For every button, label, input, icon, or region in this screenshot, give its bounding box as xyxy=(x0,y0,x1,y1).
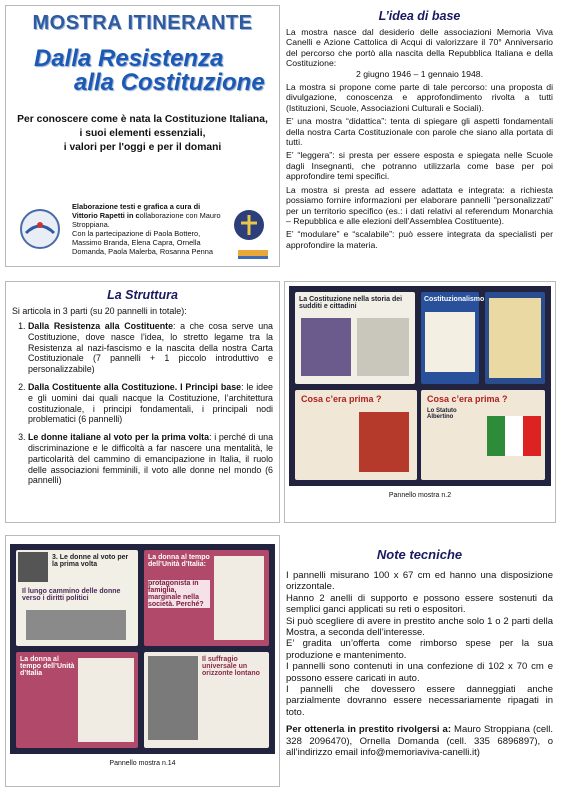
exhibition-title xyxy=(14,47,271,95)
tile-costituzionalismo-label: Costituzionalismo xyxy=(424,296,485,303)
azione-cattolica-logo-icon xyxy=(234,210,264,240)
tile-prima-1-label: Cosa c’era prima ? xyxy=(301,394,382,404)
note-heading: Note tecniche xyxy=(376,547,463,562)
note-line-3: Si può scegliere di avere in prestito anche solo 1 o 2 parti della Mostra, a seconda dell’interesse. xyxy=(286,615,553,639)
tile-tempo-unita-label: La donna al tempo dell’Unità d’Italia xyxy=(20,656,75,677)
item-title: Dalla Costituente alla Costituzione. I Principi base xyxy=(28,381,242,392)
tile-unita xyxy=(144,550,269,646)
banner-title: MOSTRA ITINERANTE xyxy=(32,12,253,34)
tile-costituzionalismo xyxy=(421,292,485,384)
item-text: : a che cosa serve una Costituzione, dove nasce l’idea, lo stretto legame tra la Resistenza al nazi-fascismo e la nascita della nostra Carta Costituzionale (7 pannelli + 1 piccolo introduttivo e personalizzabile) xyxy=(28,321,273,375)
azione-cattolica-wordmark-icon xyxy=(238,246,268,260)
tile-donne-voto-label: 3. Le donne al voto per la prima volta xyxy=(52,554,129,568)
struttura-heading: La Struttura xyxy=(107,288,178,302)
title-panel xyxy=(5,5,280,267)
note-line-2: Hanno 2 anelli di supporto e possono essere sostenuti da semplici ganci applicati su reti o espositori. xyxy=(286,592,553,616)
idea-paragraph-4: E’ “leggera”: si presta per essere esposta e spiegata nelle Scuole dagli Insegnanti, che potranno utilizzarla come base per poi approfondire temi specifici. xyxy=(286,150,553,182)
idea-paragraph-6: E’ “modulare” e “scalabile”: può essere integrata da specialisti per approfondire la materia. xyxy=(286,229,553,250)
tile-storia-label: La Costituzione nella storia dei sudditi e cittadini xyxy=(299,296,403,310)
note-line-6: I pannelli che dovessero essere danneggiati anche parzialmente dovranno essere necessariamente ripagati in toto. xyxy=(286,684,553,718)
photo-panel-14 xyxy=(5,535,280,787)
subtitle xyxy=(14,113,271,155)
title-line-1: Dalla Resistenza xyxy=(34,45,224,72)
item-title: Dalla Resistenza alla Costituente xyxy=(28,321,174,331)
panel-2-caption: Pannello mostra n.2 xyxy=(388,492,452,499)
subtitle-line-3: i valori per l'oggi e per il domani xyxy=(63,142,222,153)
tile-prima-2-label: Cosa c’era prima ? xyxy=(427,394,508,404)
tile-suffragio xyxy=(144,652,269,748)
list-item xyxy=(28,432,273,486)
tile-donne-voto xyxy=(16,550,138,646)
idea-paragraph-5: La mostra si presta ad essere adattata e integrata: a richiesta possiamo fornire informazioni per elaborare pannelli "personalizzati" per un territorio specifico (es.: i dati relativi al referendum Monarchia – Repubblica e alle elezioni dell'Assemblea Costituente). xyxy=(286,184,553,226)
tile-prima-2 xyxy=(421,390,545,480)
idea-paragraph-1: La mostra nasce dal desiderio delle associazioni Memoria Viva Canelli e Azione Cattolica di Acqui di valorizzare il 70° Anniversario del percorso che portò alla nascita della Repubblica Italiana e della Costituzione: xyxy=(286,27,553,69)
struttura-intro: Si articola in 3 parti (su 20 pannelli in totale): xyxy=(12,306,187,316)
tile-unita-label: La donna al tempo dell’Unità d’Italia: xyxy=(148,554,210,568)
contact-details: Mauro Stroppiana (cell. 328 2096470), Ornella Domanda (cell. 335 6896897), o all’indirizzo email info@memoriaviva-canelli.it) xyxy=(286,724,553,759)
idea-paragraph-3: E’ una mostra “didattica”: tenta di spiegare gli aspetti fondamentali della nostra Carta Costituzionale con parole che siano alla portata di tutti. xyxy=(286,116,553,148)
idea-paragraph-2: La mostra si propone come parte di tale percorso: una proposta di divulgazione, conoscenza e approfondimento rivolta a tutti (Istituzioni, Scuole, Associazioni Culturali e Sociali). xyxy=(286,82,553,113)
note-line-1: I pannelli misurano 100 x 67 cm ed hanno una disposizione orizzontale. xyxy=(286,570,553,593)
credits xyxy=(72,202,222,256)
list-item xyxy=(28,321,273,375)
contact-info xyxy=(286,724,553,758)
tile-tempo-unita xyxy=(16,652,138,748)
tile-prima-1 xyxy=(295,390,417,480)
item-text: : i perché di una discriminazione e le difficoltà a far nascere una mentalità, le particolarità del cammino di emancipazione in Italia, il ruolo delle associazioni femminili, il voto alle donne nel mondo (6 pannelli) xyxy=(28,432,274,486)
tile-statuto-label: Lo Statuto Albertino xyxy=(427,408,457,420)
note-panel xyxy=(282,535,557,787)
credits-collab: ollaborazione con Mauro Stroppiana. xyxy=(72,211,221,229)
tile-cammino-label: Il lungo cammino delle donne verso i diritti politici xyxy=(22,588,121,602)
idea-dates: 2 giugno 1946 – 1 gennaio 1948. xyxy=(355,68,484,79)
tile-storia xyxy=(295,292,415,384)
struttura-list xyxy=(12,321,273,486)
tile-unita-question: protagonista in famiglia, marginale nella società. Perché? xyxy=(148,580,210,608)
panel-14-photo xyxy=(10,544,275,754)
credits-lead: Elaborazione testi e grafica a cura di Vittorio Rapetti in c xyxy=(72,202,201,220)
credits-participation: Con la partecipazione di Paola Bottero, Massimo Branda, Elena Capra, Ornella Domanda, Paola Malerba, Rosanna Penna xyxy=(72,229,213,256)
list-item xyxy=(28,382,273,425)
item-text: : le idee e gli uomini dai quali nacque la Costituzione, l’architettura costituzionale, i principi fondamentali, i principali nodi problematici (6 pannelli) xyxy=(28,381,273,425)
note-line-5: I pannelli sono contenuti in una confezione di 102 x 70 cm e possono essere caricati in auto. xyxy=(286,661,553,684)
item-title: Le donne italiane al voto per la prima volta xyxy=(28,432,210,443)
idea-panel xyxy=(282,5,557,267)
memoria-viva-logo-icon xyxy=(18,207,62,251)
note-body xyxy=(286,570,553,759)
panel-2-photo xyxy=(289,286,551,486)
photo-panel-2 xyxy=(284,281,556,523)
struttura-panel xyxy=(5,281,280,523)
tile-suffragio-label: Il suffragio universale un orizzonte lontano xyxy=(202,656,260,677)
contact-lead: Per ottenerla in prestito rivolgersi a: xyxy=(286,724,452,736)
idea-heading: L’idea di base xyxy=(378,9,461,23)
panel-14-caption: Pannello mostra n.14 xyxy=(109,760,176,767)
subtitle-line-2: i suoi elementi essenziali, xyxy=(79,128,206,139)
note-line-4: E’ gradita un’offerta come rimborso spese per la sua produzione e mantenimento. xyxy=(286,638,553,661)
title-line-2: alla Costituzione xyxy=(74,69,265,96)
idea-body xyxy=(286,27,553,250)
tile-text xyxy=(485,292,545,384)
subtitle-line-1: Per conoscere come è nata la Costituzione Italiana, xyxy=(17,114,268,125)
